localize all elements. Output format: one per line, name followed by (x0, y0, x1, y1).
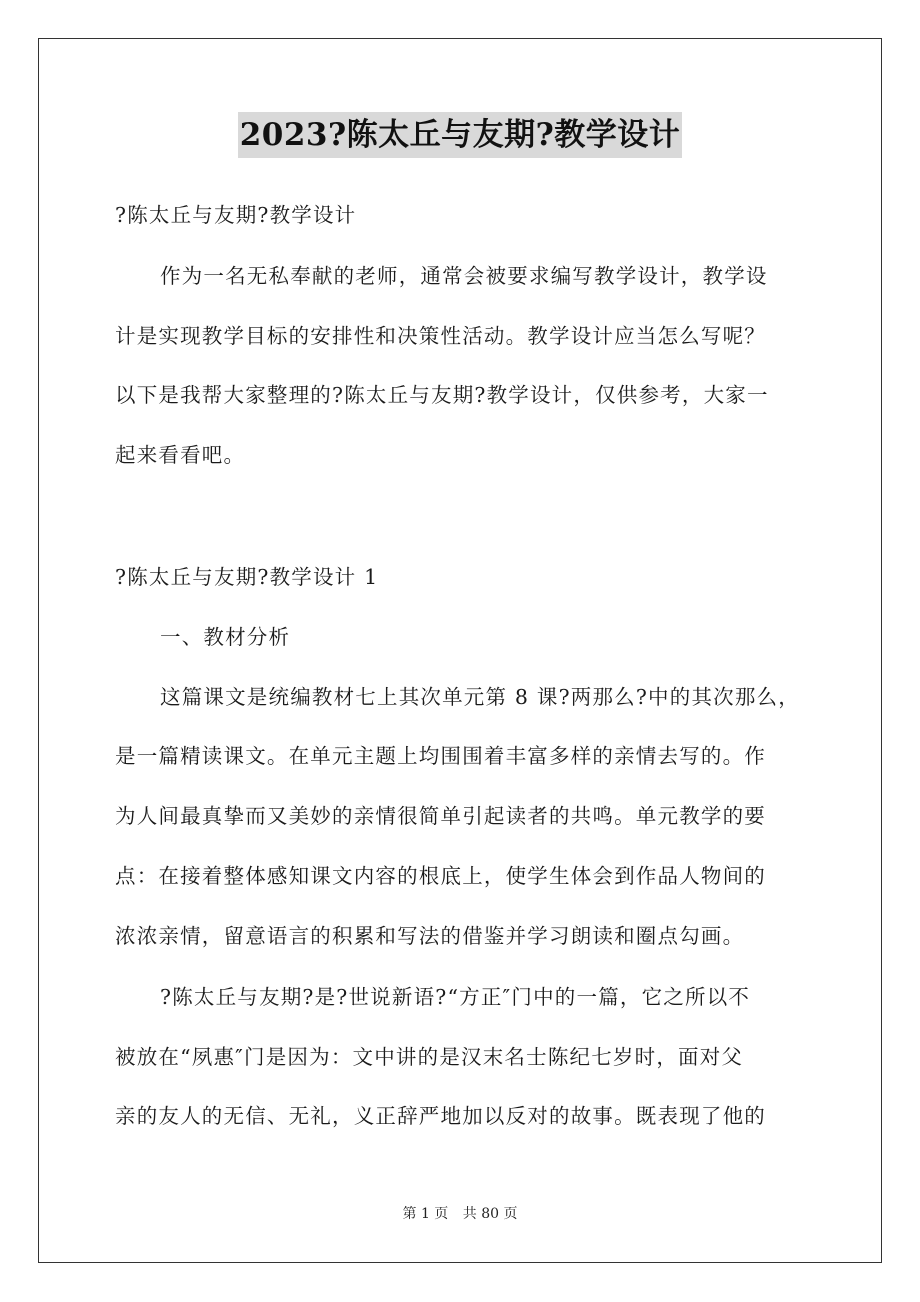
paragraph-line: 是一篇精读课文。在单元主题上均围围着丰富多样的亲情去写的。作 (115, 744, 766, 768)
paragraph-line: 以下是我帮大家整理的?陈太丘与友期?教学设计，仅供参考，大家一 (115, 383, 769, 407)
title-container (0, 112, 920, 158)
subsection-heading: 一、教材分析 (160, 625, 291, 649)
paragraph-line: 作为一名无私奉献的老师，通常会被要求编写教学设计，教学设 (160, 264, 768, 288)
paragraph-line: 点：在接着整体感知课文内容的根底上，使学生体会到作品人物间的 (115, 864, 766, 888)
section-heading: ?陈太丘与友期?教学设计 1 (115, 565, 379, 589)
paragraph-line: 亲的友人的无信、无礼，义正辞严地加以反对的故事。既表现了他的 (115, 1104, 766, 1128)
page-total: 共 80 页 (462, 1206, 518, 1222)
paragraph-line: 浓浓亲情，留意语言的积累和写法的借鉴并学习朗读和圈点勾画。 (115, 924, 745, 948)
paragraph-line: 这篇课文是统编教材七上其次单元第 8 课?两那么?中的其次那么， (160, 685, 800, 709)
page-footer (0, 1205, 920, 1223)
page-number: 第 1 页 (402, 1206, 449, 1222)
paragraph-line: ?陈太丘与友期?是?世说新语?“方正″门中的一篇，它之所以不 (160, 985, 751, 1009)
paragraph-line: 被放在“夙惠″门是因为：文中讲的是汉末名士陈纪七岁时，面对父 (115, 1045, 744, 1069)
paragraph-line: 计是实现教学目标的安排性和决策性活动。教学设计应当怎么写呢？ (115, 324, 766, 348)
subtitle-line: ?陈太丘与友期?教学设计 (115, 203, 357, 227)
paragraph-line: 为人间最真挚而又美妙的亲情很简单引起读者的共鸣。单元教学的要 (115, 804, 766, 828)
document-title: 2023?陈太丘与友期?教学设计 (238, 112, 683, 158)
paragraph-line: 起来看看吧。 (115, 443, 246, 467)
